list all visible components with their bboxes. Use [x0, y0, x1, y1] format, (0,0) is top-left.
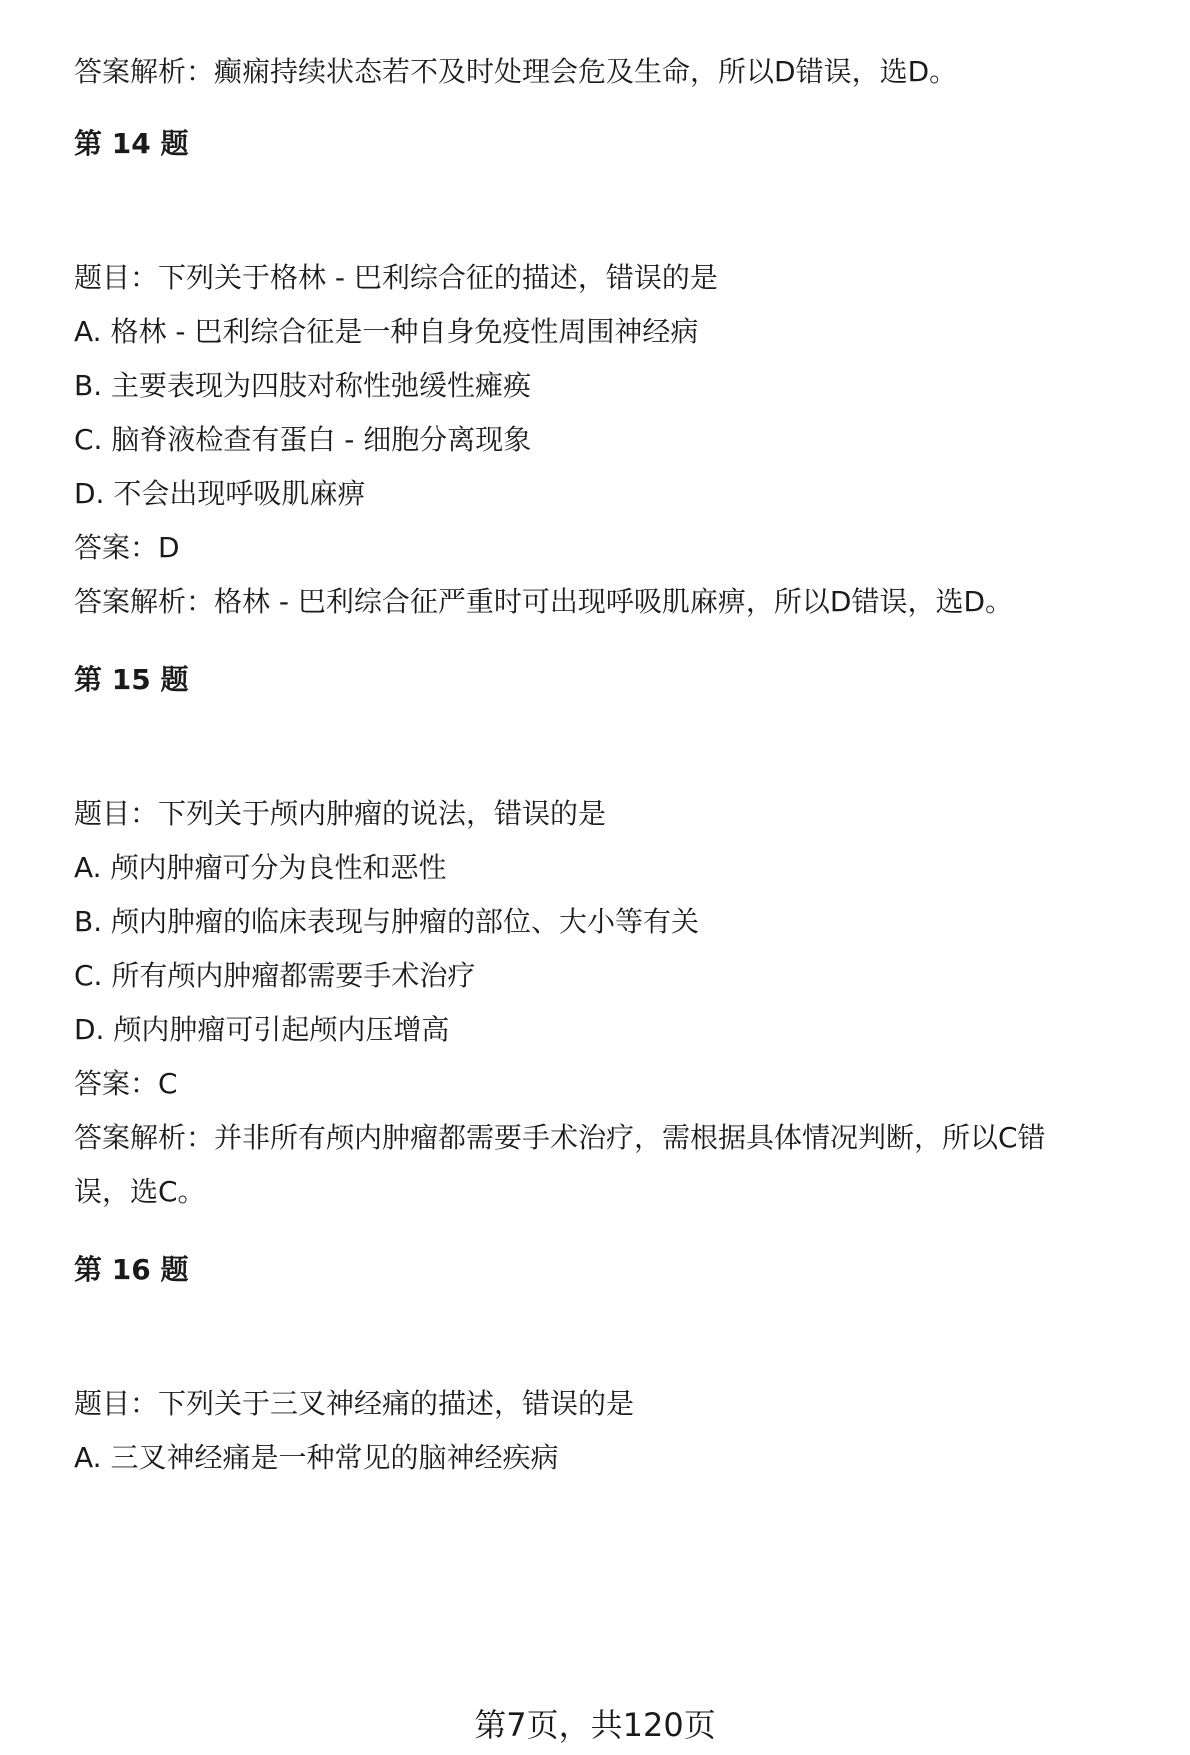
intro-explanation: 答案解析：癫痫持续状态若不及时处理会危及生命，所以D错误，选D。 — [74, 55, 958, 88]
question-15-option-a: A. 颅内肿瘤可分为良性和恶性 — [74, 851, 447, 884]
question-15-option-d: D. 颅内肿瘤可引起颅内压增高 — [74, 1013, 450, 1046]
question-14-text: 题目：下列关于格林 - 巴利综合征的描述，错误的是 — [74, 261, 718, 294]
question-15-answer: 答案：C — [74, 1067, 178, 1100]
question-14-option-a: A. 格林 - 巴利综合征是一种自身免疫性周围神经病 — [74, 315, 699, 348]
question-15-text: 题目：下列关于颅内肿瘤的说法，错误的是 — [74, 797, 607, 830]
question-14-explanation: 答案解析：格林 - 巴利综合征严重时可出现呼吸肌麻痹，所以D错误，选D。 — [74, 585, 1014, 618]
question-16-text: 题目：下列关于三叉神经痛的描述，错误的是 — [74, 1387, 635, 1420]
question-15-option-c: C. 所有颅内肿瘤都需要手术治疗 — [74, 959, 476, 992]
question-14-heading: 第 14 题 — [74, 127, 189, 160]
question-16-heading: 第 16 题 — [74, 1253, 189, 1286]
question-15-option-b: B. 颅内肿瘤的临床表现与肿瘤的部位、大小等有关 — [74, 905, 700, 938]
question-16-option-a: A. 三叉神经痛是一种常见的脑神经疾病 — [74, 1441, 559, 1474]
question-14-option-c: C. 脑脊液检查有蛋白 - 细胞分离现象 — [74, 423, 532, 456]
question-15-heading: 第 15 题 — [74, 663, 189, 696]
page-footer: 第7页，共120页 — [474, 1706, 716, 1744]
question-15-explanation-line-2: 误，选C。 — [74, 1175, 206, 1208]
question-15-explanation-line-1: 答案解析：并非所有颅内肿瘤都需要手术治疗，需根据具体情况判断，所以C错 — [74, 1121, 1046, 1154]
question-14-option-b: B. 主要表现为四肢对称性弛缓性瘫痪 — [74, 369, 532, 402]
question-14-answer: 答案：D — [74, 531, 180, 564]
question-14-option-d: D. 不会出现呼吸肌麻痹 — [74, 477, 366, 510]
